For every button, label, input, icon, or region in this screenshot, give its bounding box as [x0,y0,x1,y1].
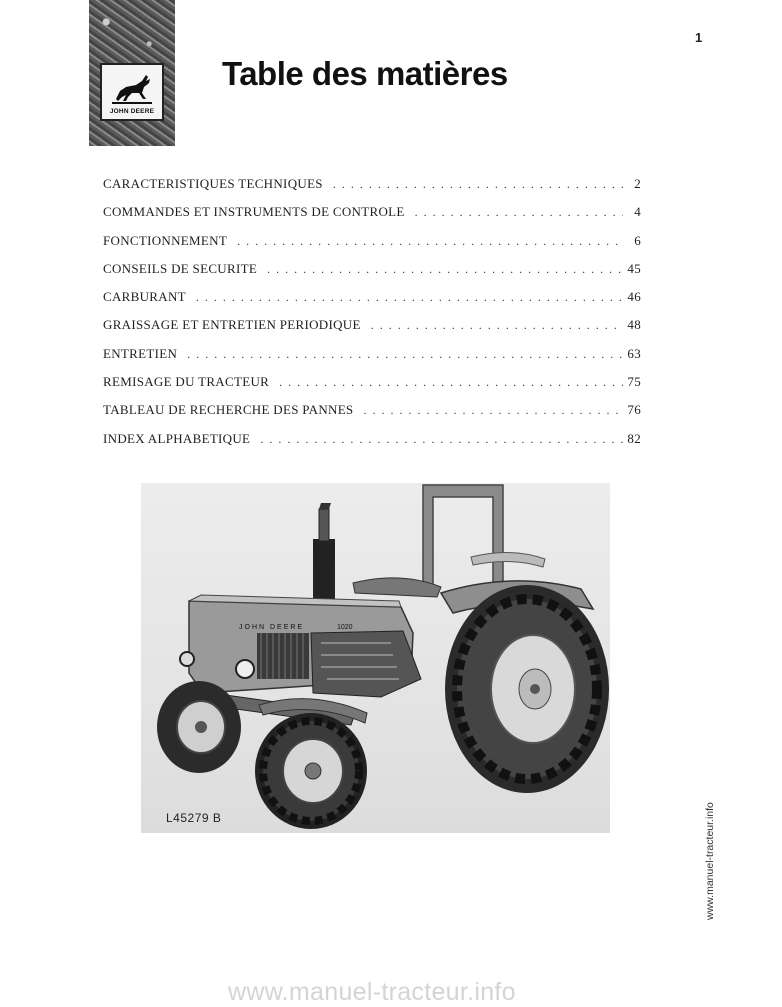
toc-entry-label: INDEX ALPHABETIQUE [103,430,251,446]
toc-entry-page: 4 [634,204,641,220]
brand-logo-block [89,0,175,146]
toc-entry[interactable] [103,374,641,402]
toc-entry-label: COMMANDES ET INSTRUMENTS DE CONTROLE [103,204,405,220]
toc-entry-label: TABLEAU DE RECHERCHE DES PANNES [103,402,354,418]
toc-dot-leader [371,318,623,333]
toc-dot-leader [333,177,623,192]
toc-entry-page: 76 [627,402,641,418]
toc-entry-page: 2 [634,176,641,191]
toc-entry[interactable] [103,176,641,204]
logo-text: JOHN DEERE [109,108,155,115]
toc-entry-label: CARACTERISTIQUES TECHNIQUES [103,176,323,191]
toc-entry-page: 45 [627,260,641,276]
toc-entry-label: CARBURANT [103,289,186,305]
toc-dot-leader [196,290,623,305]
page-number: 1 [695,30,703,45]
toc-dot-leader [260,432,623,447]
toc-entry-label: FONCTIONNEMENT [103,232,228,248]
toc-entry[interactable] [103,317,641,345]
toc-entry-page: 48 [627,317,641,333]
toc-entry[interactable] [103,204,641,232]
toc-entry[interactable] [103,402,641,430]
toc-dot-leader [363,403,623,418]
toc-entry[interactable] [103,346,641,374]
toc-entry-label: CONSEILS DE SECURITE [103,260,258,276]
toc-entry-label: GRAISSAGE ET ENTRETIEN PERIODIQUE [103,317,361,333]
toc-entry-page: 75 [627,374,641,390]
hood-model-text: 1020 [337,624,353,631]
site-watermark: www.manuel-tracteur.info [228,978,516,1006]
toc-entry-page: 63 [627,345,641,361]
tractor-illustration [141,483,610,833]
photo-caption: L45279 B [166,811,222,825]
page-title: Table des matières [222,55,508,92]
toc-dot-leader [279,375,623,390]
toc-dot-leader [267,262,623,277]
toc-entry-page: 6 [634,232,641,248]
toc-entry[interactable] [103,261,641,289]
table-of-contents [103,176,641,459]
john-deere-logo [100,63,164,121]
toc-entry-label: ENTRETIEN [103,345,178,361]
toc-entry-label: REMISAGE DU TRACTEUR [103,374,270,390]
toc-entry-page: 82 [627,430,641,446]
side-watermark: www.manuel-tracteur.info [704,802,716,920]
toc-entry[interactable] [103,431,641,459]
toc-dot-leader [415,205,623,220]
deer-icon [102,69,162,109]
toc-entry[interactable] [103,233,641,261]
hood-brand-text: JOHN DEERE [239,624,305,631]
toc-dot-leader [237,234,623,249]
toc-entry-page: 46 [627,289,641,305]
tractor-photo [141,483,610,833]
toc-dot-leader [187,347,623,362]
toc-entry[interactable] [103,289,641,317]
